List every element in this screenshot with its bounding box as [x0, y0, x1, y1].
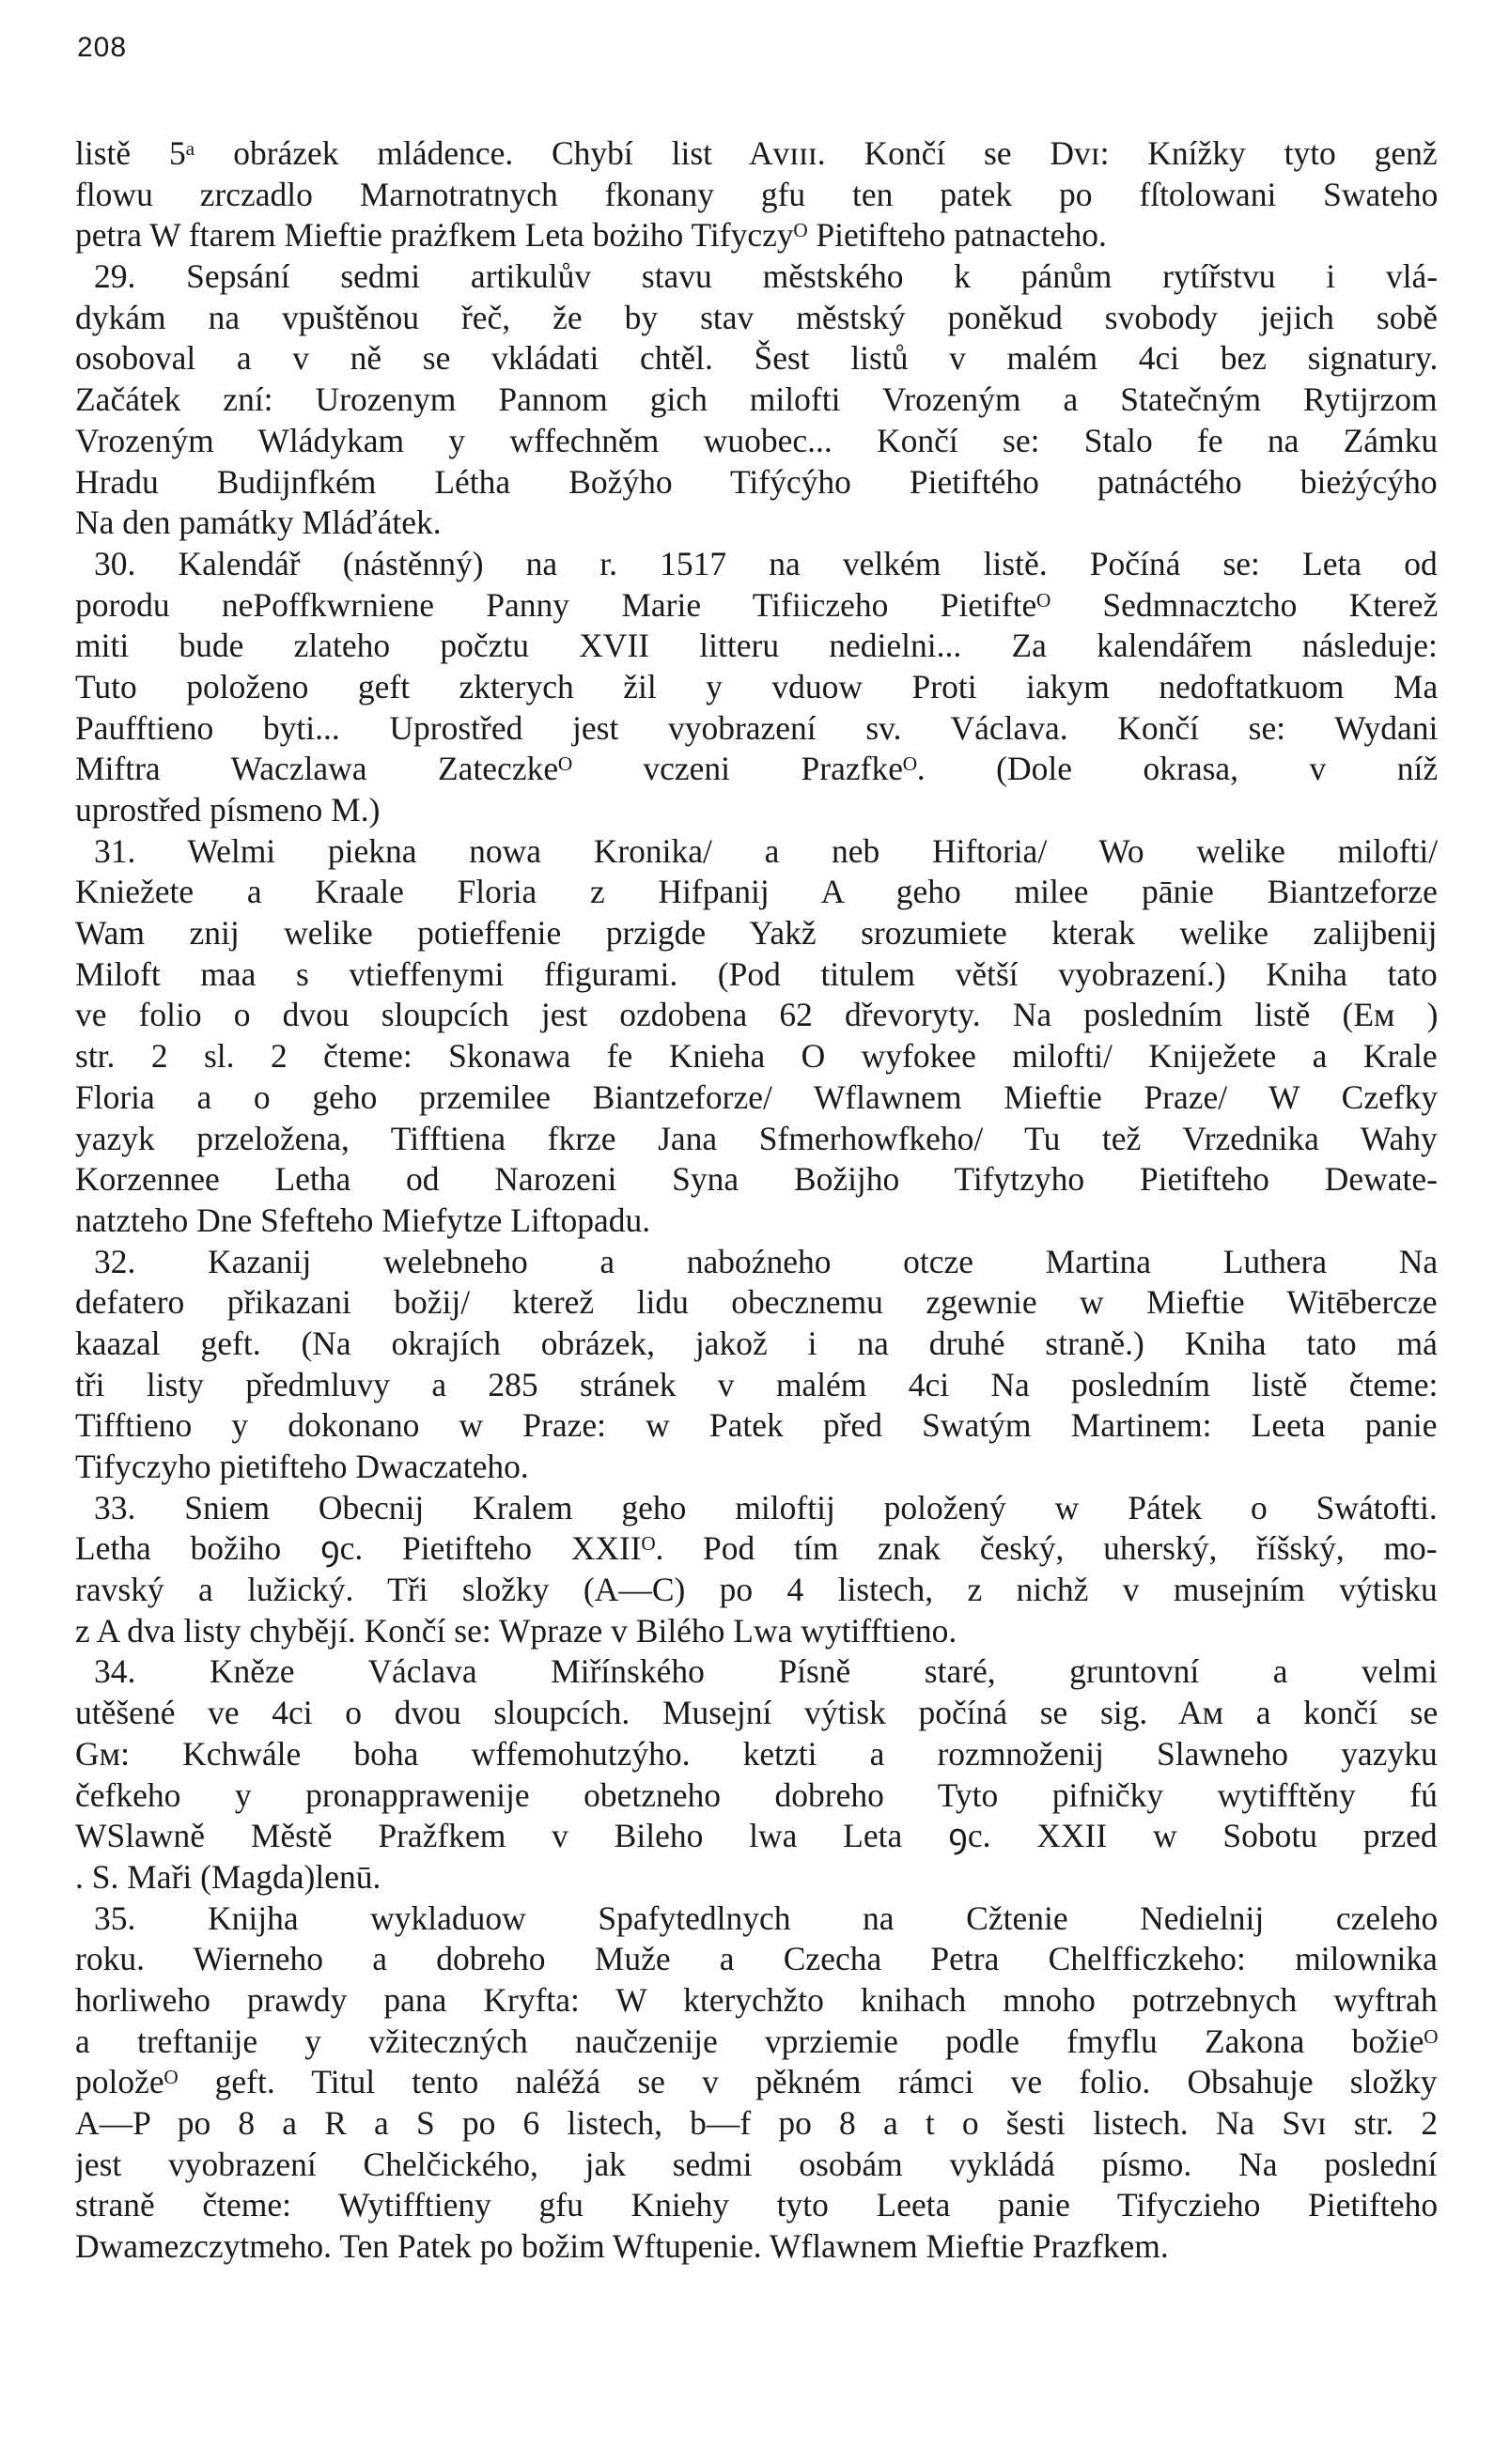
text-line: Tuto položeno geft zkterych žil y vduow Proti iakym nedoftatkuom Ma	[75, 667, 1438, 705]
text-line: Gᴍ: Kchwále boha wffemohutzýho. ketzti a rozmnoženij Slawneho yazyku	[75, 1734, 1438, 1773]
text-line: roku. Wierneho a dobreho Muže a Czecha Petra Chelfficzkeho: milownika	[75, 1940, 1438, 1978]
text-line: 33. Sniem Obecnij Kralem geho miloftij položený w Pátek o Swátofti.	[94, 1488, 1438, 1526]
text-line: kaazal geft. (Na okrajích obrázek, jakož i na druhé straně.) Kniha tato má	[75, 1324, 1438, 1362]
text-line: ravský a lužický. Tři složky (A—C) po 4 listech, z nichž v musejním výtisku	[75, 1571, 1438, 1609]
text-line: listě 5ᵃ obrázek mládence. Chybí list Aᴠɪɪɪ. Končí se Dᴠɪ: Knížky tyto genž	[75, 134, 1438, 172]
text-line: osoboval a v ně se vkládati chtěl. Šest listů v malém 4ci bez signatury.	[75, 339, 1438, 378]
text-line: porodu nePoffkwrniene Panny Marie Tifiiczeho Pietifteᴼ Sedmnacztcho Kterež	[75, 585, 1438, 624]
text-line: Tifftieno y dokonano w Praze: w Patek před Swatým Martinem: Leeta panie	[75, 1406, 1438, 1445]
text-line: straně čteme: Wytifftieny gfu Kniehy tyto Leeta panie Tifyczieho Pietifteho	[75, 2186, 1438, 2224]
text-line: miti bude zlateho počztu XVII litteru nedielni... Za kalendářem následuje:	[75, 627, 1438, 665]
text-line: Začátek zní: Urozenym Pannom gich milofti Vrozeným a Statečným Rytijrzom	[75, 380, 1438, 419]
text-line: Tifyczyho pietifteho Dwaczateho.	[75, 1448, 529, 1485]
body-text	[75, 133, 1438, 2268]
text-line: Kniežete a Kraale Floria z Hifpanij A geho milee pānie Biantzeforze	[75, 873, 1438, 911]
text-line: Wam znij welike potieffenie przigde Yakž srozumiete kterak welike zalijbenij	[75, 914, 1438, 953]
text-line: tři listy předmluvy a 285 stránek v malém 4ci Na posledním listě čteme:	[75, 1365, 1438, 1403]
text-line: uprostřed písmeno M.)	[75, 791, 381, 829]
text-line: A—P po 8 a R a S po 6 listech, b—f po 8 a t o šesti listech. Na Sᴠɪ str. 2	[75, 2104, 1438, 2142]
text-line: čefkeho y pronapprawenije obetzneho dobreho Tyto pifničky wytifftěny fú	[75, 1775, 1438, 1814]
text-line: 35. Knijha wykladuow Spafytedlnych na Cžtenie Nedielnij czeleho	[94, 1898, 1438, 1937]
text-line: Vrozeným Wládykam y wffechněm wuobec... Končí se: Stalo fe na Zámku	[75, 421, 1438, 459]
text-line: petra W ftarem Mieftie prażfkem Leta bożiho Tifyczyᴼ Pietifteho patnacteho.	[75, 216, 1107, 255]
text-line: položeᴼ geft. Titul tento naléžá se v pěkném rámci ve folio. Obsahuje složky	[75, 2063, 1438, 2101]
text-line: Korzennee Letha od Narozeni Syna Božijho Tifytzyho Pietifteho Dewate-	[75, 1160, 1438, 1199]
text-line: a treftanije y vžiteczných naučzenije vprziemie podle fmyflu Zakona božieᴼ	[75, 2022, 1438, 2060]
page-number: 208	[77, 32, 128, 63]
text-line: defatero přikazani božij/ kterež lidu obecznemu zgewnie w Mieftie Witēbercze	[75, 1283, 1438, 1322]
text-line: Dwamezczytmeho. Ten Patek po božim Wftupenie. Wflawnem Mieftie Prazfkem.	[75, 2227, 1169, 2266]
text-line: 32. Kazanij welebneho a naboźneho otcze Martina Luthera Na	[94, 1242, 1438, 1280]
text-line: yazyk przeložena, Tifftiena fkrze Jana Sfmerhowfkeho/ Tu tež Vrzednika Wahy	[75, 1119, 1438, 1157]
text-line: . S. Maři (Magda)lenū.	[75, 1857, 381, 1896]
text-line: Paufftieno byti... Uprostřed jest vyobrazení sv. Václava. Končí se: Wydani	[75, 708, 1438, 747]
text-line: natzteho Dne Sfefteho Miefytze Liftopadu.	[75, 1201, 651, 1239]
text-line: WSlawně Městě Pražfkem v Bileho lwa Leta ꝯc. XXII w Sobotu przed	[75, 1817, 1438, 1855]
text-line: flowu zrczadlo Marnotratnych fkonany gfu ten patek po fſtolowani Swateho	[75, 175, 1438, 213]
text-line: horliweho prawdy pana Kryfta: W kterychžto knihach mnoho potrzebnych wyftrah	[75, 1980, 1438, 2019]
text-line: z A dva listy chybějí. Končí se: Wpraze v Bilého Lwa wytifftieno.	[75, 1611, 957, 1650]
text-line: dykám na vpuštěnou řeč, že by stav městský poněkud svobody jejich sobě	[75, 298, 1438, 336]
text-line: Na den památky Mláďátek.	[75, 504, 442, 542]
text-line: 31. Welmi piekna nowa Kronika/ a neb Hiftoria/ Wo welike milofti/	[94, 831, 1438, 870]
text-line: str. 2 sl. 2 čteme: Skonawa fe Knieha O wyfokee milofti/ Kniježete a Krale	[75, 1037, 1438, 1076]
text-line: Letha božiho ꝯc. Pietifteho XXIIᴼ. Pod tím znak český, uherský, říšský, mo-	[75, 1529, 1438, 1568]
text-line: Floria a o geho przemilee Biantzeforze/ Wflawnem Mieftie Praze/ W Czefky	[75, 1077, 1438, 1116]
text-line: Miloft maa s vtieffenymi ffigurami. (Pod titulem větší vyobrazení.) Kniha tato	[75, 954, 1438, 993]
text-line: 34. Kněze Václava Miřínského Písně staré, gruntovní a velmi	[94, 1652, 1438, 1691]
text-line: 30. Kalendář (nástěnný) na r. 1517 na velkém listě. Počíná se: Leta od	[94, 544, 1438, 582]
text-line: Hradu Budijnfkém Létha Božýho Tifýcýho Pietiftého patnáctého bieżýcýho	[75, 462, 1438, 501]
text-line: 29. Sepsání sedmi artikulův stavu městského k pánům rytířstvu i vlá-	[94, 257, 1438, 296]
text-line: ve folio o dvou sloupcích jest ozdobena 62 dřevoryty. Na posledním listě (Eᴍ )	[75, 996, 1438, 1034]
text-line: jest vyobrazení Chelčického, jak sedmi osobám vykládá písmo. Na poslední	[75, 2145, 1438, 2183]
text-line: utěšené ve 4ci o dvou sloupcích. Musejní výtisk počíná se sig. Aᴍ a končí se	[75, 1694, 1438, 1732]
text-line: Miftra Waczlawa Zateczkeᴼ vczeni Prazfkeᴼ. (Dole okrasa, v níž	[75, 750, 1438, 788]
